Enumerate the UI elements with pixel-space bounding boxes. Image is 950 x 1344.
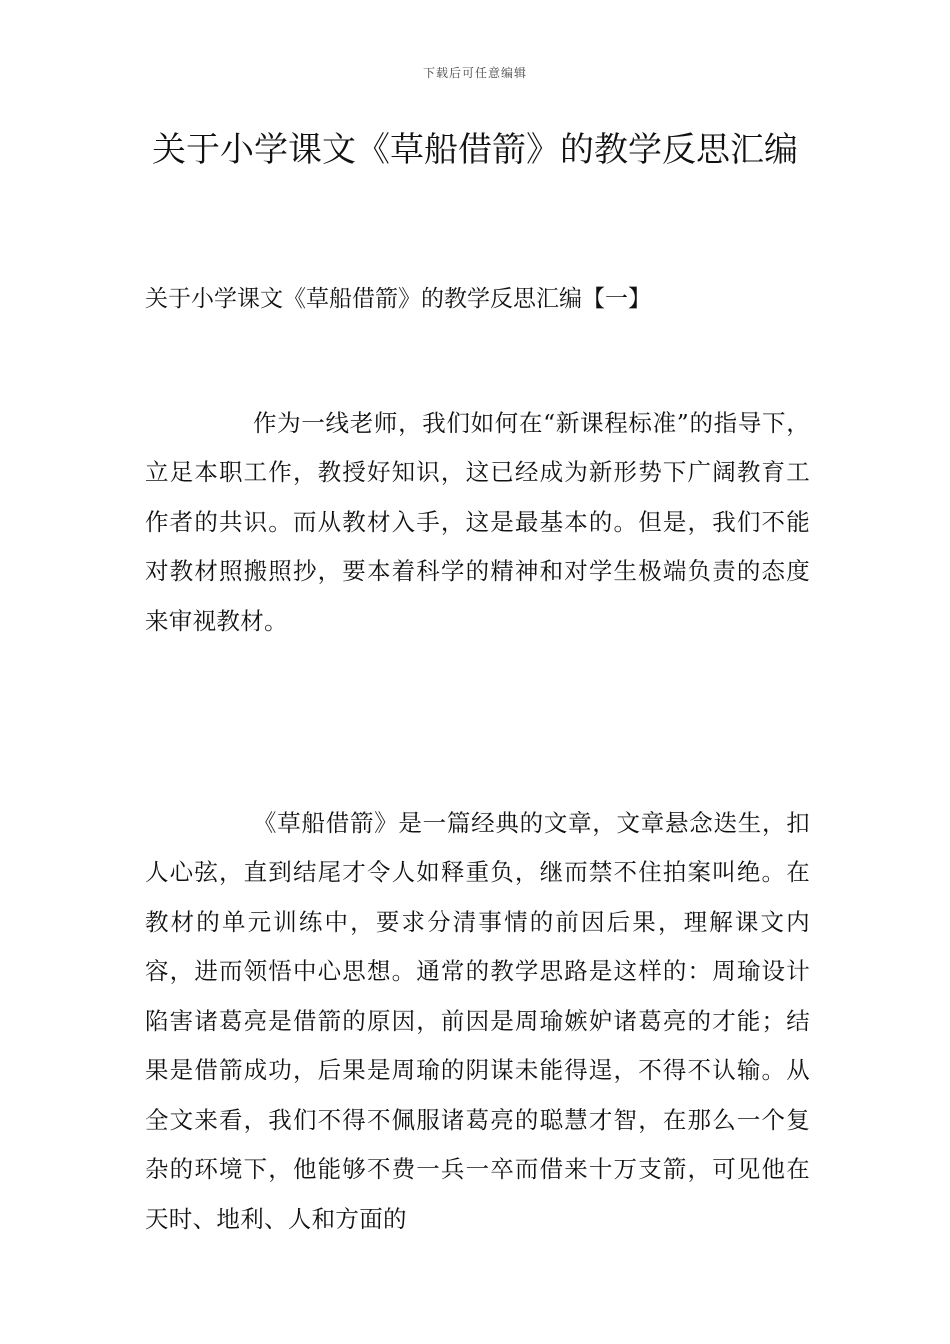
paragraph-1: 作为一线老师，我们如何在“新课程标准”的指导下，立足本职工作，教授好知识，这已经成为新形势下广阔教育工作者的共识。而从教材入手，这是最基本的。但是，我们不能对教材照搬照抄，要本着科学的精神和对学生极端负责的态度来审视教材。 bbox=[145, 408, 810, 635]
header-note: 下载后可任意编辑 bbox=[422, 66, 527, 80]
section-heading: 关于小学课文《草船借箭》的教学反思汇编【一】 bbox=[145, 286, 651, 312]
paragraph-2: 《草船借箭》是一篇经典的文章，文章悬念迭生，扣人心弦，直到结尾才令人如释重负，继而禁不住拍案叫绝。在教材的单元训练中，要求分清事情的前因后果，理解课文内容，进而领悟中心思想。通常的教学思路是这样的：周瑜设计陷害诸葛亮是借箭的原因，前因是周瑜嫉妒诸葛亮的才能；结果是借箭成功，后果是周瑜的阴谋未能得逞，不得不认输。从全文来看，我们不得不佩服诸葛亮的聪慧才智，在那么一个复杂的环境下，他能够不费一兵一卒而借来十万支箭，可见他在天时、地利、人和方面的 bbox=[145, 808, 810, 1233]
document-title: 关于小学课文《草船借箭》的教学反思汇编 bbox=[152, 130, 798, 170]
